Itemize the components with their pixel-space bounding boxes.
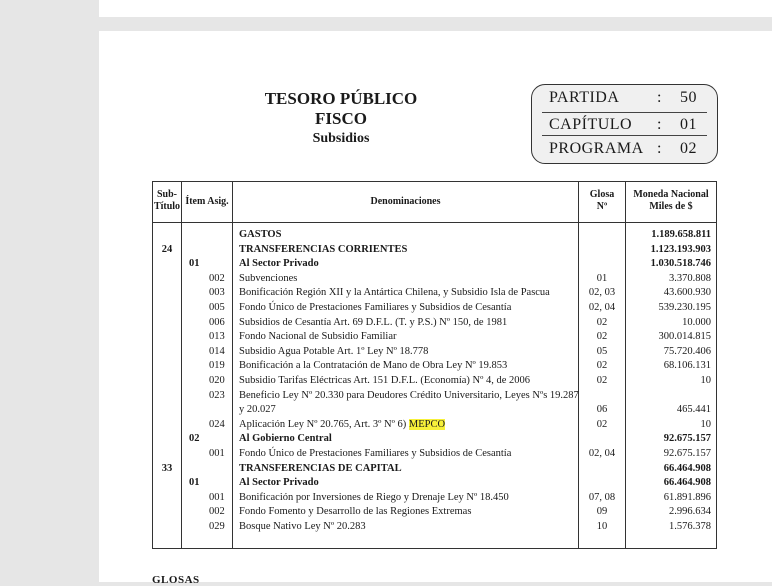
- header-moneda-line2: Miles de $: [649, 201, 693, 212]
- cell-asignacion: 024: [209, 418, 225, 430]
- budget-codes-box: [531, 84, 718, 164]
- cell-monto: 539.230.195: [658, 302, 711, 313]
- cell-glosa: 05: [596, 345, 608, 357]
- cell-glosa: 09: [596, 506, 608, 518]
- cell-denominacion: GASTOS: [239, 229, 282, 240]
- highlighted-term: MEPCO: [408, 418, 446, 430]
- cell-denominacion: Subvenciones: [239, 272, 298, 284]
- cell-monto: 66.464.908: [663, 477, 711, 489]
- capitulo-value: 01: [680, 116, 697, 133]
- cell-glosa: 02: [596, 331, 608, 343]
- capitulo-row: [532, 116, 717, 140]
- cell-asignacion: 002: [209, 272, 225, 284]
- cell-monto: 10.000: [682, 316, 711, 328]
- cell-denominacion: Al Sector Privado: [239, 477, 319, 489]
- cell-asignacion: 001: [209, 491, 225, 503]
- cell-denominacion: TRANSFERENCIAS DE CAPITAL: [239, 462, 402, 474]
- cell-asignacion: 005: [209, 302, 225, 313]
- cell-monto: 10: [700, 418, 711, 430]
- box-divider: [542, 112, 707, 113]
- cell-denominacion: Bosque Nativo Ley Nº 20.283: [239, 521, 366, 532]
- cell-monto: 10: [700, 375, 711, 386]
- cell-monto: 66.464.908: [663, 462, 711, 474]
- cell-monto: 68.106.131: [663, 360, 711, 372]
- programa-value: 02: [680, 140, 697, 157]
- header-glosa-line1: Glosa: [589, 189, 615, 200]
- cell-glosa: 02, 04: [588, 448, 616, 459]
- cell-monto: 1.030.518.746: [650, 258, 711, 270]
- partida-row: [532, 89, 717, 113]
- programa-separator: :: [657, 140, 662, 157]
- cell-glosa: 02, 03: [588, 287, 616, 299]
- header-glosa-line2: Nº: [596, 201, 608, 212]
- cell-monto: 75.720.406: [663, 345, 711, 357]
- header-item-asig: Ítem Asig.: [185, 196, 229, 207]
- cell-denominacion: Al Gobierno Central: [239, 433, 332, 445]
- header-subtitulo-line2: Título: [153, 201, 181, 212]
- cell-monto: 1.189.658.811: [651, 229, 711, 240]
- document-subtitle: FISCO: [315, 109, 367, 128]
- header-divider: [153, 222, 716, 223]
- cell-denominacion: Bonificación a la Contratación de Mano de Obra Ley Nº 19.853: [239, 360, 508, 372]
- cell-monto: 92.675.157: [663, 433, 711, 445]
- cell-item: 01: [189, 258, 200, 270]
- cell-glosa: 02: [596, 316, 608, 328]
- cell-glosa: 02: [596, 418, 608, 430]
- cell-glosa: 06: [596, 404, 608, 416]
- capitulo-label: CAPÍTULO: [549, 116, 633, 133]
- budget-table: [152, 181, 717, 549]
- cell-asignacion: 002: [209, 506, 225, 518]
- cell-denominacion: Subsidios de Cesantía Art. 69 D.F.L. (T. y P.S.) Nº 150, de 1981: [239, 316, 508, 328]
- cell-asignacion: 013: [209, 331, 225, 343]
- cell-item: 02: [189, 433, 200, 445]
- header-moneda: [626, 189, 716, 213]
- cell-denominacion: Bonificación Región XII y la Antártica Chilena, y Subsidio Isla de Pascua: [239, 287, 550, 299]
- cell-denominacion: Fondo Fomento y Desarrollo de las Regiones Extremas: [239, 506, 472, 518]
- cell-monto: 2.996.634: [669, 506, 711, 518]
- cell-denominacion: [239, 418, 445, 432]
- header-subtitulo: [153, 189, 181, 213]
- header-moneda-line1: Moneda Nacional: [633, 189, 709, 200]
- cell-denominacion-continuation: y 20.027: [239, 404, 276, 416]
- cell-denominacion: Fondo Único de Prestaciones Familiares y Subsidios de Cesantía: [239, 302, 512, 313]
- cell-asignacion: 029: [209, 521, 225, 532]
- box-divider: [542, 135, 707, 136]
- cell-monto: 92.675.157: [663, 448, 711, 459]
- cell-glosa: 02: [596, 375, 608, 386]
- document-section: Subsidios: [312, 131, 370, 146]
- column-divider: [181, 182, 182, 548]
- cell-denominacion: Bonificación por Inversiones de Riego y Drenaje Ley Nº 18.450: [239, 491, 509, 503]
- cell-glosa: 07, 08: [588, 491, 616, 503]
- cell-monto: 61.891.896: [663, 491, 711, 503]
- cell-denominacion: Fondo Nacional de Subsidio Familiar: [239, 331, 397, 343]
- header-denominaciones: Denominaciones: [370, 196, 441, 207]
- partida-value: 50: [680, 89, 697, 106]
- header-glosa: [579, 189, 625, 213]
- cell-item: 01: [189, 477, 200, 489]
- column-divider: [232, 182, 233, 548]
- cell-glosa: 01: [596, 272, 608, 284]
- partida-label: PARTIDA: [549, 89, 620, 106]
- cell-asignacion: 001: [209, 448, 225, 459]
- cell-denominacion: Al Sector Privado: [239, 258, 319, 270]
- cell-glosa: 02, 04: [588, 302, 616, 313]
- cell-asignacion: 014: [209, 345, 225, 357]
- glosas-heading: GLOSAS: [152, 574, 200, 586]
- cell-asignacion: 020: [209, 375, 225, 386]
- capitulo-separator: :: [657, 116, 662, 133]
- cell-asignacion: 019: [209, 360, 225, 372]
- cell-denominacion: Subsidio Agua Potable Art. 1º Ley Nº 18.778: [239, 345, 429, 357]
- cell-denominacion: Subsidio Tarifas Eléctricas Art. 151 D.F.L. (Economía) Nº 4, de 2006: [239, 375, 531, 386]
- cell-denominacion-text: Aplicación Ley Nº 20.765, Art. 3º Nº 6): [239, 418, 407, 430]
- header-subtitulo-line1: Sub-: [156, 189, 177, 200]
- programa-label: PROGRAMA: [549, 140, 644, 157]
- partida-separator: :: [657, 89, 662, 106]
- cell-monto: 465.441: [676, 404, 711, 416]
- previous-page-fragment: [99, 0, 772, 17]
- cell-denominacion: Fondo Único de Prestaciones Familiares y Subsidios de Cesantía: [239, 448, 512, 459]
- cell-asignacion: 023: [209, 389, 225, 401]
- cell-asignacion: 003: [209, 287, 225, 299]
- title-block: [240, 89, 442, 149]
- programa-row: [532, 140, 717, 164]
- cell-glosa: 10: [596, 521, 608, 532]
- cell-denominacion: TRANSFERENCIAS CORRIENTES: [239, 243, 408, 255]
- cell-glosa: 02: [596, 360, 608, 372]
- cell-monto: 43.600.930: [663, 287, 711, 299]
- cell-denominacion: Beneficio Ley Nº 20.330 para Deudores Crédito Universitario, Leyes Nºs 19.287: [239, 389, 579, 401]
- cell-monto: 1.123.193.903: [650, 243, 711, 255]
- cell-subtitulo: 33: [161, 462, 173, 474]
- cell-subtitulo: 24: [161, 243, 173, 255]
- cell-asignacion: 006: [209, 316, 225, 328]
- cell-monto: 300.014.815: [658, 331, 711, 343]
- document-title: TESORO PÚBLICO: [264, 89, 418, 108]
- cell-monto: 3.370.808: [669, 272, 711, 284]
- cell-monto: 1.576.378: [669, 521, 711, 532]
